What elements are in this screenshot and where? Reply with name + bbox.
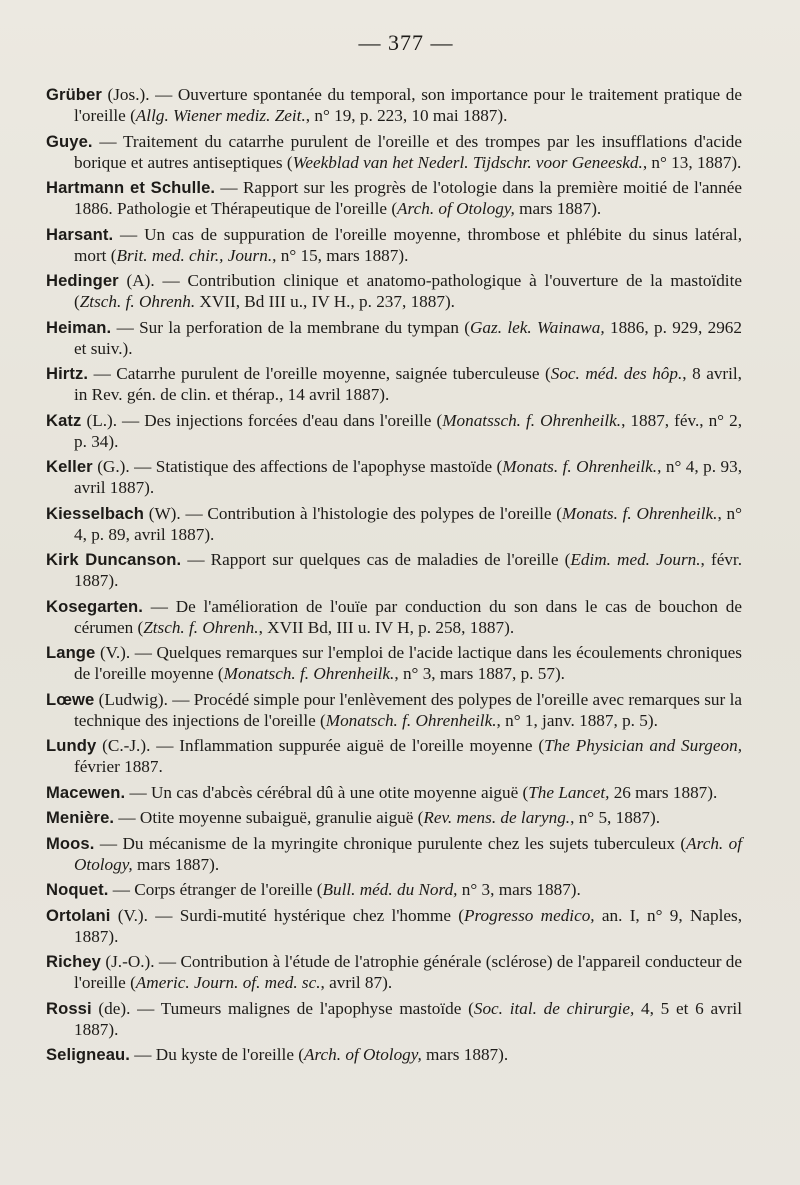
entry-source: Rev. mens. de laryng. xyxy=(423,808,571,827)
entry-source: Soc. méd. des hôp. xyxy=(550,364,683,383)
entry-details: , févr. 1887). xyxy=(74,550,742,590)
entry-details: , n° 13, 1887). xyxy=(642,152,742,172)
entry-author: Rossi xyxy=(46,998,92,1018)
entry-details: , 8 avril, in Rev. gén. de clin. et thérap., 14 avril 1887). xyxy=(74,364,742,404)
bibliography-entry xyxy=(46,549,742,591)
bibliography-entry xyxy=(46,951,742,993)
entry-details: 26 mars 1887). xyxy=(609,782,718,802)
entry-author: Hedinger xyxy=(46,271,119,290)
entry-description: — Sur la perforation de la membrane du tympan ( xyxy=(111,317,471,337)
entry-description: (J.-O.). — Contribution à l'étude de l'atrophie générale (sclérose) de l'appareil conducteur de l'oreille ( xyxy=(74,952,742,992)
entry-description: (Jos.). — Ouverture spontanée du temporal, son importance pour le traitement pratique de l'oreille ( xyxy=(74,85,742,125)
entry-description: (G.). — Statistique des affections de l'apophyse mastoïde ( xyxy=(92,457,503,476)
bibliography-entry xyxy=(46,317,742,359)
entry-author: Lange xyxy=(46,643,96,662)
entry-details: 4, 5 et 6 avril 1887). xyxy=(74,998,742,1039)
entry-details: , avril 87). xyxy=(320,973,393,992)
entry-description: (A). — Contribution clinique et anatomo-pathologique à l'ouverture de la mastoïdite ( xyxy=(74,271,742,311)
entry-details: , n° 4, p. 89, avril 1887). xyxy=(74,503,742,544)
bibliography-entry xyxy=(46,503,742,545)
entry-description: (W). — Contribution à l'histologie des polypes de l'oreille ( xyxy=(143,503,563,523)
entry-author: Lundy xyxy=(46,736,97,755)
entry-description: — Traitement du catarrhe purulent de l'oreille et des trompes par les insufflations d'acide borique et autres antiseptiques ( xyxy=(74,131,742,172)
bibliography-entry xyxy=(46,807,742,828)
entry-details: mars 1887). xyxy=(421,1045,509,1064)
entry-description: — Un cas de suppuration de l'oreille moyenne, thrombose et phlébite du sinus latéral, mort ( xyxy=(74,224,742,265)
entry-description: (C.-J.). — Inflammation suppurée aiguë de l'oreille moyenne ( xyxy=(96,736,545,755)
entry-author: Ortolani xyxy=(46,905,111,925)
entry-details: , n° 5, 1887). xyxy=(570,808,661,827)
entry-source: Bull. méd. du Nord, xyxy=(322,880,458,899)
entry-source: Monatsch. f. Ohrenheilk. xyxy=(223,664,395,683)
entry-details: mars 1887). xyxy=(514,199,602,218)
entry-description: (de). — Tumeurs malignes de l'apophyse mastoïde ( xyxy=(91,998,474,1018)
entry-source: Gaz. lek. Wainawa, xyxy=(470,317,605,337)
entry-source: Allg. Wiener mediz. Zeit. xyxy=(135,106,306,125)
entry-source: Arch. of Otology, xyxy=(303,1045,422,1064)
bibliography-entry xyxy=(46,131,742,173)
entry-description: (L.). — Des injections forcées d'eau dans l'oreille ( xyxy=(81,410,443,430)
bibliography-entry xyxy=(46,905,742,947)
entry-details: an. I, n° 9, Naples, 1887). xyxy=(74,905,742,946)
entry-details: XVII, Bd III u., IV H., p. 237, 1887). xyxy=(195,292,455,311)
entry-description: — Rapport sur quelques cas de maladies de l'oreille ( xyxy=(181,550,571,569)
entry-source: Weekblad van het Nederl. Tijdschr. voor Geneeskd. xyxy=(292,152,643,172)
entry-source: Arch. of Otology, xyxy=(74,833,743,874)
entry-details: , 1887, fév., n° 2, p. 34). xyxy=(74,410,742,451)
entry-description: — Corps étranger de l'oreille ( xyxy=(108,880,323,899)
entry-source: Monatssch. f. Ohrenheilk. xyxy=(442,410,622,430)
entry-details: février 1887. xyxy=(74,757,163,776)
entry-details: n° 3, mars 1887). xyxy=(457,880,581,899)
entry-author: Lœwe xyxy=(46,689,95,709)
entry-source: The Lancet, xyxy=(528,782,610,802)
entry-details: , XVII Bd, III u. IV H, p. 258, 1887). xyxy=(258,617,515,637)
page-number: — 377 — xyxy=(358,30,454,55)
bibliography-entry xyxy=(46,879,742,900)
bibliography-entry xyxy=(46,270,742,312)
bibliography-entry xyxy=(46,224,742,266)
entry-source: Edim. med. Journ. xyxy=(570,550,701,569)
bibliography-entry xyxy=(46,642,742,684)
entry-author: Richey xyxy=(46,952,102,971)
entry-details: , n° 1, janv. 1887, p. 5). xyxy=(496,710,658,730)
entry-description: — De l'amélioration de l'ouïe par conduction du son dans le cas de bouchon de cérumen ( xyxy=(74,596,742,637)
bibliography-entry xyxy=(46,84,742,126)
entry-details: mars 1887). xyxy=(132,854,220,874)
entry-source: Monatsch. f. Ohrenheilk. xyxy=(325,710,497,730)
entry-description: — Du kyste de l'oreille ( xyxy=(130,1045,304,1064)
entry-source: Americ. Journ. of. med. sc. xyxy=(135,973,321,992)
entry-description: — Otite moyenne subaiguë, granulie aiguë ( xyxy=(114,808,424,827)
bibliography-entry xyxy=(46,833,742,875)
entry-author: Kosegarten. xyxy=(46,596,144,616)
entry-source: Progresso medico, xyxy=(464,905,595,925)
bibliography-entry xyxy=(46,782,742,803)
bibliography-entry xyxy=(46,410,742,452)
entry-author: Noquet. xyxy=(46,880,109,899)
entry-description: — Rapport sur les progrès de l'otologie dans la première moitié de l'année 1886. Pathologie et Thérapeutique de l'oreille ( xyxy=(74,178,742,218)
entry-author: Kirk Duncanson. xyxy=(46,550,182,569)
entry-author: Grüber xyxy=(46,85,102,104)
entry-description: (V.). — Surdi-mutité hystérique chez l'homme ( xyxy=(110,905,464,925)
bibliography-list xyxy=(46,84,742,1065)
entry-description: (Ludwig). — Procédé simple pour l'enlèvement des polypes de l'oreille avec remarques sur la technique des injections de l'oreille ( xyxy=(74,689,742,730)
entry-source: Monats. f. Ohrenheilk. xyxy=(562,503,718,523)
bibliography-entry xyxy=(46,998,742,1040)
entry-description: (V.). — Quelques remarques sur l'emploi de l'acide lactique dans les écoulements chroniques de l'oreille moyenne ( xyxy=(74,643,742,683)
entry-author: Hirtz. xyxy=(46,364,89,383)
entry-author: Seligneau. xyxy=(46,1045,130,1064)
entry-source: Arch. of Otology, xyxy=(397,199,515,218)
entry-details: 1886, p. 929, 2962 et suiv.). xyxy=(74,317,742,358)
entry-source: Brit. med. chir., Journ. xyxy=(116,245,273,265)
bibliography-entry xyxy=(46,363,742,405)
entry-author: Menière. xyxy=(46,808,115,827)
entry-source: The Physician and Surgeon, xyxy=(544,736,742,755)
entry-author: Katz xyxy=(46,410,82,430)
entry-author: Guye. xyxy=(46,131,93,151)
bibliography-entry xyxy=(46,1044,742,1065)
entry-author: Heiman. xyxy=(46,317,112,337)
entry-author: Macewen. xyxy=(46,782,126,802)
entry-details: , n° 15, mars 1887). xyxy=(272,245,409,265)
entry-details: , n° 3, mars 1887, p. 57). xyxy=(394,664,565,683)
bibliography-entry xyxy=(46,456,742,498)
entry-details: , n° 19, p. 223, 10 mai 1887). xyxy=(305,106,508,125)
entry-source: Soc. ital. de chirurgie, xyxy=(473,998,635,1018)
entry-description: — Un cas d'abcès cérébral dû à une otite moyenne aiguë ( xyxy=(125,782,529,802)
entry-description: — Du mécanisme de la myringite chronique purulente chez les sujets tuberculeux ( xyxy=(94,833,687,853)
bibliography-entry xyxy=(46,735,742,777)
entry-author: Kiesselbach xyxy=(46,503,144,523)
bibliography-entry xyxy=(46,689,742,731)
entry-details: , n° 4, p. 93, avril 1887). xyxy=(74,457,742,497)
entry-author: Moos. xyxy=(46,833,95,853)
entry-author: Keller xyxy=(46,457,93,476)
entry-source: Ztsch. f. Ohrenh. xyxy=(79,292,196,311)
entry-description: — Catarrhe purulent de l'oreille moyenne, saignée tuberculeuse ( xyxy=(88,364,551,383)
bibliography-entry xyxy=(46,177,742,219)
entry-source: Ztsch. f. Ohrenh. xyxy=(143,617,259,637)
entry-author: Hartmann et Schulle. xyxy=(46,178,216,197)
entry-source: Monats. f. Ohrenheilk. xyxy=(502,457,658,476)
bibliography-entry xyxy=(46,596,742,638)
entry-author: Harsant. xyxy=(46,224,114,244)
